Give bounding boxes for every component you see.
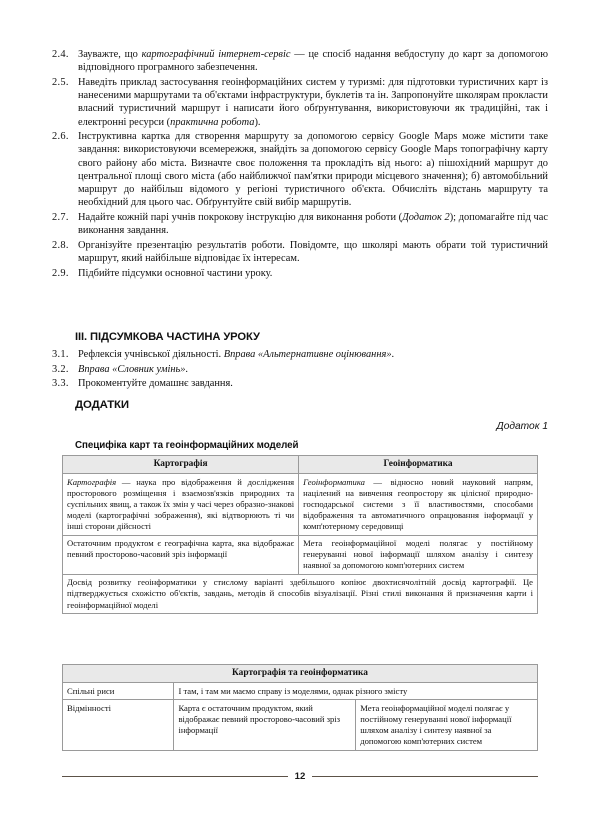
table-cell: Картографія — наука про відображення й дослідження просторового розміщення і взаємозв'язків природних та суспільних явищ, а також їх змін у часі через образно-знакові моделі (картографічні зображення), які відтворюють ті чи інші сторони дійсності	[63, 474, 299, 535]
table-row	[63, 700, 538, 750]
list-item-number: 3.2.	[52, 363, 69, 375]
list-item-number: 2.7.	[52, 211, 69, 223]
table-row	[63, 474, 538, 535]
row-label: Відмінності	[63, 700, 174, 750]
list-item-text: Надайте кожній парі учнів покрокову інструкцію для виконання роботи (Додаток 2); допомагайте під час виконання завдання.	[78, 211, 548, 237]
table-row	[63, 535, 538, 574]
list-item-text: Рефлексія учнівської діяльності. Вправа «Альтернативне оцінювання».	[78, 349, 395, 360]
list-item	[52, 130, 548, 209]
list-item	[52, 211, 548, 237]
column-header: Картографія	[63, 456, 299, 474]
list-item-number: 3.1.	[52, 349, 69, 360]
appendix-label: Додаток 1	[496, 421, 548, 432]
page-number: 12	[294, 771, 306, 782]
list-item-text: Підбийте підсумки основної частини уроку.	[78, 267, 273, 279]
list-item	[52, 76, 548, 129]
list-item-number: 2.9.	[52, 267, 69, 279]
list-item	[52, 239, 548, 265]
table-specifics	[62, 455, 538, 614]
table-header-row	[63, 665, 538, 683]
table-caption-specifics: Специфіка карт та геоінформаційних моделей	[75, 440, 299, 451]
list-item-text: Зауважте, що картографічний інтернет-сервіс — це спосіб надання вебдоступу до карт за допомогою відповідного програмного забезпечення.	[78, 49, 548, 74]
main-part-list	[52, 48, 548, 281]
section-heading-appendices: ДОДАТКИ	[75, 399, 129, 411]
list-item	[52, 377, 548, 390]
footer-rule-right	[312, 776, 538, 777]
list-item-text: Інструктивна картка для створення маршруту за допомогою сервісу Google Maps може містити таке завдання: використовуючи всемережжя, знайдіть за допомогою сервісу Google Maps топографічну карту свого району або міста. Визначте своє положення та прокладіть від нього: а) пішохідний маршрут до центральної площі свого міста (або найближчої пам'ятки природи місцевого значення); б) автомобільний маршрут до найбільш відомого у регіоні туристичного об'єкта. Обчисліть відстань маршруту та необхідний для цього час. Обґрунтуйте свій вибір маршрутів.	[78, 131, 548, 209]
section-heading-summary: III. ПІДСУМКОВА ЧАСТИНА УРОКУ	[75, 331, 260, 343]
list-item-number: 2.6.	[52, 131, 69, 143]
list-item-number: 2.8.	[52, 239, 69, 251]
row-label: Спільні риси	[63, 683, 174, 700]
list-item-number: 2.4.	[52, 49, 69, 60]
table-row	[63, 683, 538, 700]
list-item-number: 3.3.	[52, 378, 69, 390]
table-comparison	[62, 664, 538, 751]
list-item-text: Наведіть приклад застосування геоінформаційних систем у туризмі: для підготовки туристичних карт із нанесеними маршрутами та об'єктами інфраструктури, буклетів та ін. Запропонуйте школярам прокласти власний туристичний маршрут і написати його обґрунтування, використовуючи як традиційні, так і електронні ресурси (практична робота).	[78, 76, 548, 128]
table-cell: Досвід розвитку геоінформатики у стислому варіанті здебільшого копіює двохтисячолітній досвід картографії. Це підтверджується схожістю об'єктів, завдань, методів й способів візуалізації. Різні стилі виконання й призначення карти і геоінформаційної моделі	[63, 574, 538, 613]
table-cell: Мета геоінформаційної моделі полягає у постійному генеруванні нової інформації шляхом аналізу і синтезу наявної за допомогою комп'ютерних систем	[356, 700, 538, 750]
list-item-text: Організуйте презентацію результатів роботи. Повідомте, що школярі мають обрати той туристичний маршрут, який найбільше відповідає їх інтересам.	[78, 239, 548, 265]
table-cell: Геоінформатика — відносно новий науковий напрям, націлений на вивчення геопростору як цілісної природно-господарської системи з її властивостями, способами відображення та автоматичного опрацювання інформації у комп'ютерному середовищі	[299, 474, 538, 535]
list-item	[52, 363, 548, 376]
footer-rule-left	[62, 776, 288, 777]
list-item-text: Прокоментуйте домашнє завдання.	[78, 378, 233, 390]
page-footer	[62, 771, 538, 782]
list-item	[52, 267, 548, 280]
list-item-text: Вправа «Словник умінь».	[78, 363, 189, 375]
table-cell: Мета геоінформаційної моделі полягає у постійному генеруванні нової інформації шляхом аналізу і синтезу наявної за допомогою комп'ютерних систем	[299, 535, 538, 574]
table-header-row	[63, 456, 538, 474]
column-header: Картографія та геоінформатика	[63, 665, 538, 683]
list-item	[52, 348, 548, 361]
list-item-number: 2.5.	[52, 76, 69, 88]
list-item	[52, 48, 548, 74]
summary-part-list	[52, 348, 548, 392]
table-cell: Остаточним продуктом є географічна карта, яка відображає певний просторово-часовий зріз інформації	[63, 535, 299, 574]
column-header: Геоінформатика	[299, 456, 538, 474]
table-row-fullwidth	[63, 574, 538, 613]
table-cell: Карта є остаточним продуктом, який відображає певний просторово-часовий зріз інформації	[174, 700, 356, 750]
table-cell: І там, і там ми маємо справу із моделями, однак різного змісту	[174, 683, 538, 700]
